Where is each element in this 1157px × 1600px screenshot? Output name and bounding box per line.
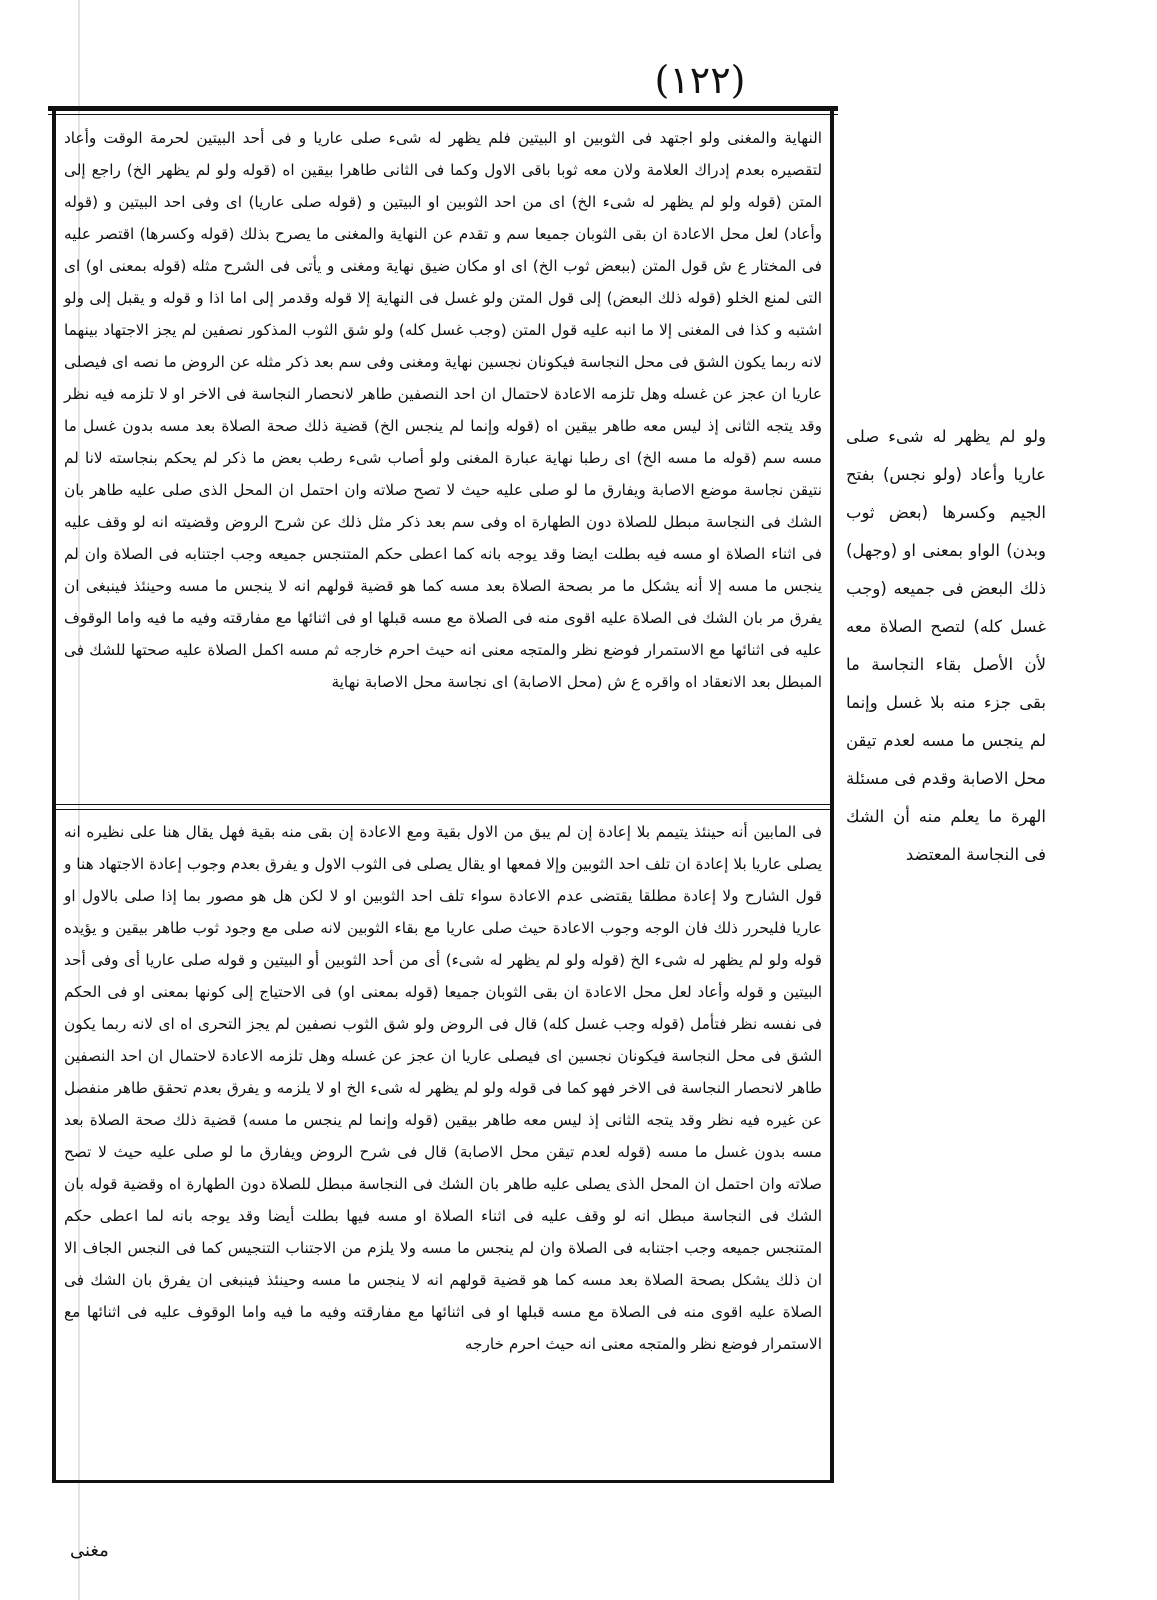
frame-top-thin-rule [48,114,838,115]
frame-top-rule [48,106,838,111]
frame-right-rule [830,110,834,1483]
page-number: (١٢٢) [654,58,746,102]
margin-main-text: ولو لم يظهر له شىء صلى عاريا وأعاد (ولو نجس) بفتح الجيم وكسرها (بعض ثوب وبدن) الواو بمعنى او (وجهل) ذلك البعض فى جميعه (وجب غسل كله) لتصح الصلاة معه لأن الأصل بقاء النجاسة ما بقى جزء منه بلا غسل وإنما لم ينجس ما مسه لعدم تيقن محل الاصابة وقدم فى مسئلة الهرة ما يعلم منه أن الشك فى النجاسة المعتضد [846,427,1046,864]
upper-commentary: النهاية والمغنى ولو اجتهد فى الثوبين او البيتين فلم يظهر له شىء صلى عاريا و فى أحد البيتين لحرمة الوقت وأعاد لتقصيره بعدم إدراك العلامة ولان معه ثوبا باقى الاول وكما فى الثانى طاهرا بيقين اه (قوله ولو لم يظهر الخ) راجع إلى المتن (قوله ولو لم يظهر له شىء الخ) اى من احد الثوبين او البيتين و (قوله صلى عاريا) اى وفى احد البيتين و (قوله وأعاد) لعل محل الاعادة ان بقى الثوبان جميعا سم و تقدم عن النهاية والمغنى ما يصرح بذلك (قوله وكسرها) اقتصر عليه فى المختار ع ش قول المتن (ببعض ثوب الخ) اى او مكان ضيق نهاية ومغنى و يأتى فى الشرح مثله (قوله بمعنى او) اى التى لمنع الخلو (قوله ذلك البعض) إلى قول المتن ولو غسل فى النهاية إلا قوله وقدمر إلى اما اذا و قوله و يقبل إلى ولو اشتبه و كذا فى المغنى إلا ما انبه عليه قول المتن (وجب غسل كله) ولو شق الثوب المذكور نصفين لم يجز الاجتهاد بينهما لانه ربما يكون الشق فى محل النجاسة فيكونان نجسين نهاية ومغنى وفى سم بعد ذكر مثله عن الروض ما نصه اى فيصلى عاريا ان عجز عن غسله وهل تلزمه الاعادة لاحتمال ان احد النصفين طاهر لانحصار النجاسة فى الاخر او لا تلزمه فيه نظر وقد يتجه الثانى إذ ليس معه طاهر بيقين اه (قوله وإنما لم ينجس الخ) قضية ذلك صحة الصلاة بعد مسه بدون غسل ما مسه سم (قوله ما مسه الخ) اى رطبا نهاية عبارة المغنى ولو أصاب شىء رطب بعض ما ذكر لم يحكم بنجاسته لانا لم نتيقن نجاسة موضع الاصابة ويفارق ما لو صلى عليه حيث لا تصح صلاته وان احتمل ان المحل الذى صلى عليه طاهر بان الشك فى النجاسة مبطل للصلاة دون الطهارة اه وفى سم بعد ذكر مثل ذلك عن شرح الروض وقضيته انه لو وقف عليه فى اثناء الصلاة او مسه فيه بطلت ايضا وقد يوجه بانه كما اعطى حكم المتنجس جميعه وجب اجتنابه فى الصلاة وان لم ينجس ما مسه إلا أنه يشكل ما مر بصحة الصلاة بعد مسه كما هو قضية قولهم انه لا ينجس ما مسه وحينئذ فينبغى ان يفرق مر بان الشك فى الصلاة عليه اقوى منه فى الصلاة مع مسه قبلها او فى اثنائها مع مفارقته وفيه ما فيه واما الوقوف عليه فى اثنائها مع الاستمرار فوضع نظر والمتجه معنى انه حيث احرم خارجه ثم مسه اكمل الصلاة عليه صحتها للشك فى المبطل بعد الانعقاد اه واقره ع ش (محل الاصابة) اى نجاسة محل الاصابة نهاية [64,129,822,691]
lower-commentary: فى المابين أنه حينئذ يتيمم بلا إعادة إن لم يبق من الاول بقية ومع الاعادة إن بقى منه بقية فهل يقال هنا على نظيره انه يصلى عاريا بلا إعادة ان تلف احد الثوبين وإلا فمعها او يقال يصلى فى الثوب الاول و يفرق بعدم وجوب إعادة الاجتهاد هنا و قول الشارح ولا إعادة مطلقا يقتضى عدم الاعادة سواء تلف احد الثوبين او لا لكن هل هو مصور بما إذا صلى بالاول او عاريا فليحرر ذلك فان الوجه وجوب الاعادة حيث صلى عاريا مع بقاء الثوبين لانه صلى مع وجود ثوب طاهر بيقين و يؤيده قوله ولو لم يظهر له شىء الخ (قوله ولو لم يظهر له شىء) أى من أحد الثوبين أو البيتين و قوله صلى عاريا أى وفى أحد البيتين و قوله وأعاد لعل محل الاعادة ان بقى الثوبان جميعا (قوله بمعنى او) فى الاحتياج إلى كونها بمعنى او فى الحكم فى نفسه نظر فتأمل (قوله وجب غسل كله) قال فى الروض ولو شق الثوب نصفين لم يجز التحرى اه اى لانه ربما يكون الشق فى محل النجاسة فيكونان نجسين اى فيصلى عاريا ان عجز عن غسله وهل تلزمه الاعادة لاحتمال ان احد النصفين طاهر لانحصار النجاسة فى الاخر فهو كما فى قوله ولو لم يظهر له شىء الخ او لا يلزمه و يفرق بعدم تحقق طاهر منفصل عن غيره فيه نظر وقد يتجه الثانى إذ ليس معه طاهر بيقين (قوله وإنما لم ينجس ما مسه) قضية ذلك صحة الصلاة بعد مسه بدون غسل ما مسه (قوله لعدم تيقن محل الاصابة) قال فى شرح الروض ويفارق ما لو صلى عليه حيث لا تصح صلاته وان احتمل ان المحل الذى يصلى عليه طاهر بان الشك فى النجاسة مبطل للصلاة دون الطهارة اه وقضية قوله بان الشك فى النجاسة مبطل انه لو وقف عليه فى اثناء الصلاة او مسه فيها بطلت أيضا وقد يوجه بانه لما اعطى حكم المتنجس جميعه وجب اجتنابه فى الصلاة وان لم ينجس ما مسه ولا يلزم من الاجتناب التنجيس كما فى النجس الجاف الا ان ذلك يشكل بصحة الصلاة بعد مسه كما هو قضية قولهم انه لا ينجس ما مسه وحينئذ فينبغى ان يفرق بان الشك فى الصلاة عليه اقوى منه فى الصلاة مع مسه قبلها او فى اثنائها مع مفارقته وفيه ما فيه واما الوقوف عليه فى اثنائها مع الاستمرار فوضع نظر والمتجه معنى انه حيث احرم خارجه [64,823,822,1353]
section-divider [56,804,830,810]
catchword: مغنى [70,1540,109,1561]
frame-left-rule [52,110,56,1483]
frame-bottom-rule [52,1480,834,1483]
